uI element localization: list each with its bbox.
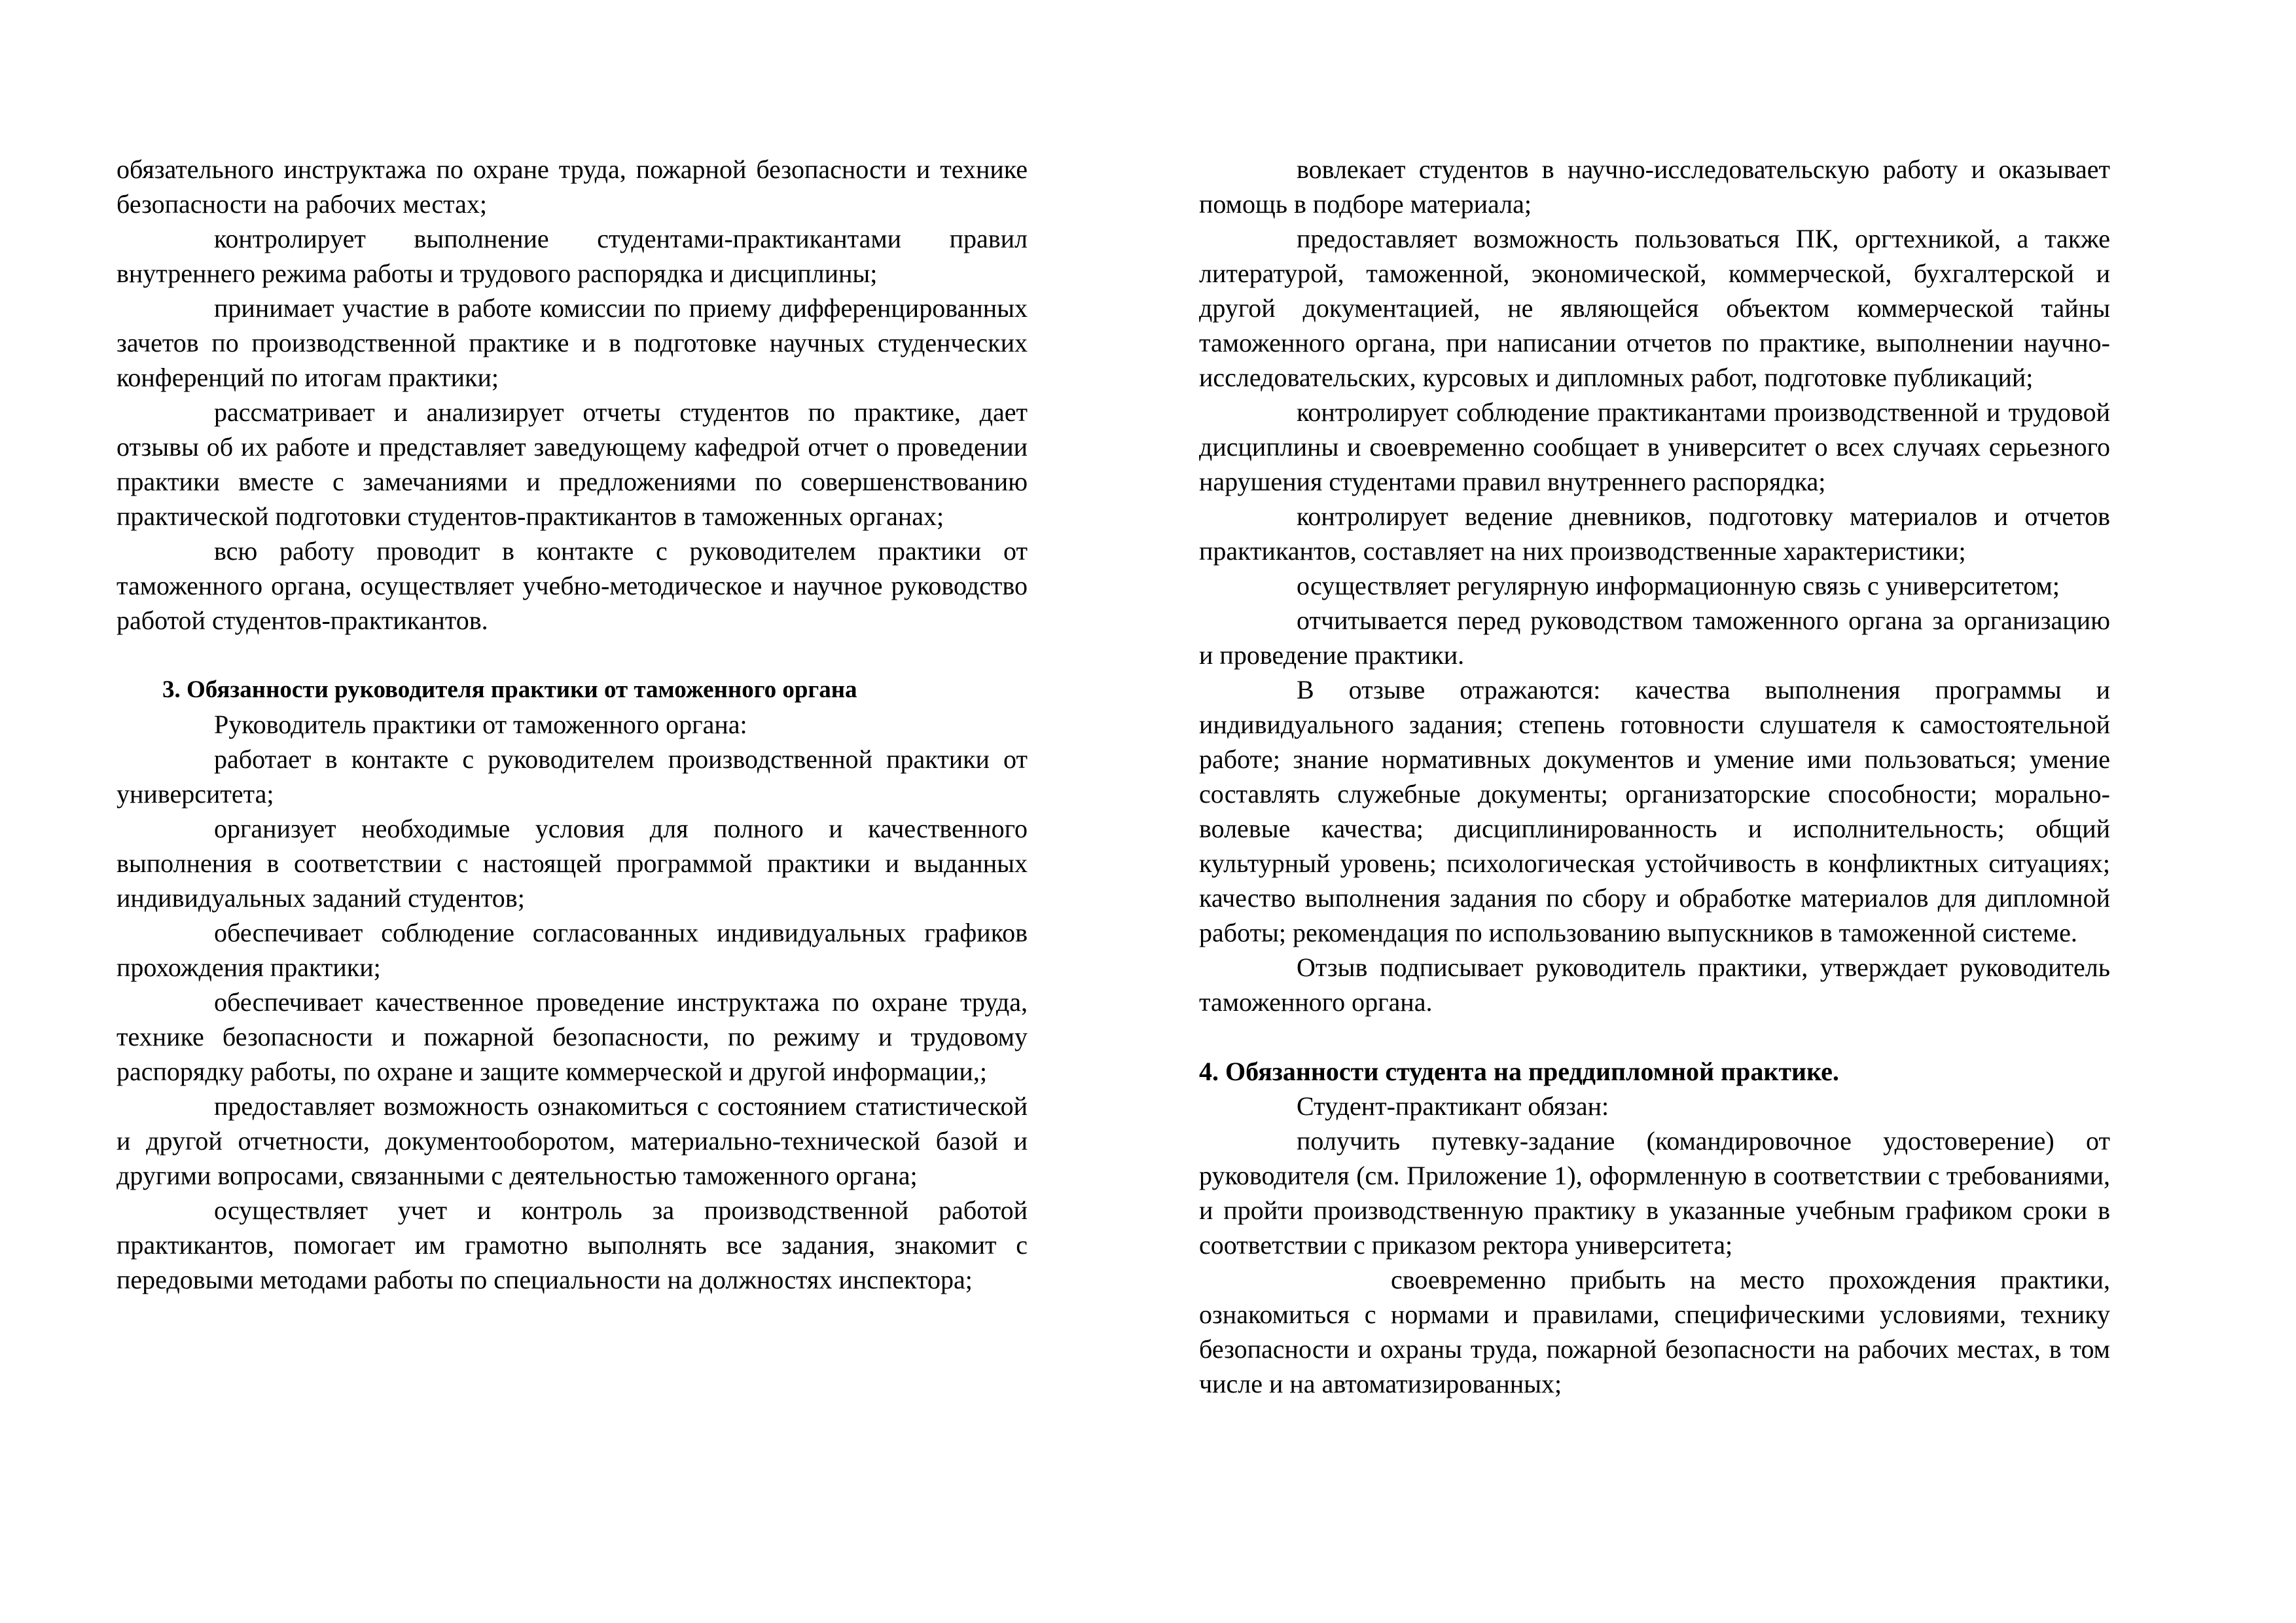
- paragraph: В отзыве отражаются: качества выполнения программы и индивидуального задания; степень готовности слушателя к самостоятельной работе; знание нормативных документов и умение ими пользоваться; умение составлять служебные документы; организаторские способности; морально-волевые качества; дисциплинированность и исполнительность; общий культурный уровень; психологическая устойчивость в конфликтных ситуациях; качество выполнения задания по сбору и обработке материалов для дипломной работы; рекомендация по использованию выпускников в таможенной системе.: [1199, 675, 2110, 947]
- paragraph: предоставляет возможность ознакомиться с состоянием статистической и другой отчетности, документооборотом, материально-технической базой и другими вопросами, связанными с деятельностью таможенного органа;: [117, 1091, 1028, 1190]
- paragraph: контролирует соблюдение практикантами производственной и трудовой дисциплины и своевременно сообщает в университет о всех случаях серьезного нарушения студентами правил внутреннего распорядка;: [1199, 397, 2110, 496]
- paragraph: обеспечивает соблюдение согласованных индивидуальных графиков прохождения практики;: [117, 918, 1028, 982]
- spacer: [117, 638, 1028, 672]
- spacer: [1199, 1019, 2110, 1054]
- paragraph: предоставляет возможность пользоваться ПК, оргтехникой, а также литературой, таможенной, экономической, коммерческой, бухгалтерской и другой документацией, не являющейся объектом коммерческой тайны таможенного органа, при написании отчетов по практике, выполнении научно-исследовательских, курсовых и дипломных работ, подготовке публикаций;: [1199, 224, 2110, 392]
- paragraph: Студент-практикант обязан:: [1297, 1091, 1609, 1121]
- paragraph: обеспечивает качественное проведение инструктажа по охране труда, технике безопасности и пожарной безопасности, по режиму и трудовому распорядку работы, по охране и защите коммерческой и другой информации,;: [117, 987, 1028, 1086]
- right-column: [1199, 152, 2110, 1401]
- paragraph: отчитывается перед руководством таможенного органа за организацию и проведение практики.: [1199, 606, 2110, 670]
- paragraph: Отзыв подписывает руководитель практики, утверждает руководитель таможенного органа.: [1199, 953, 2110, 1017]
- paragraph: принимает участие в работе комиссии по приему дифференцированных зачетов по производственной практике и в подготовке научных студенческих конференций по итогам практики;: [117, 293, 1028, 392]
- paragraph: Руководитель практики от таможенного органа:: [214, 710, 747, 739]
- paragraph: получить путевку-задание (командировочное удостоверение) от руководителя (см. Приложение 1), оформленную в соответствии с требованиями, и пройти производственную практику в указанные учебным графиком сроки в соответствии с приказом ректора университета;: [1199, 1126, 2110, 1260]
- section-3-heading: 3. Обязанности руководителя практики от таможенного органа: [162, 676, 857, 703]
- left-column: [117, 152, 1028, 1297]
- paragraph: вовлекает студентов в научно-исследовательскую работу и оказывает помощь в подборе материала;: [1199, 155, 2110, 219]
- paragraph: работает в контакте с руководителем производственной практики от университета;: [117, 744, 1028, 809]
- paragraph: осуществляет регулярную информационную связь с университетом;: [1297, 571, 2060, 600]
- paragraph: обязательного инструктажа по охране труда, пожарной безопасности и технике безопасности на рабочих местах;: [117, 155, 1028, 219]
- paragraph: своевременно прибыть на место прохождения практики, ознакомиться с нормами и правилами, специфическими условиями, технику безопасности и охраны труда, пожарной безопасности на рабочих местах, в том числе и на автоматизированных;: [1199, 1265, 2110, 1398]
- section-4-heading: 4. Обязанности студента на преддипломной практике.: [1199, 1057, 1839, 1086]
- paragraph: организует необходимые условия для полного и качественного выполнения в соответствии с настоящей программой практики и выданных индивидуальных заданий студентов;: [117, 814, 1028, 913]
- paragraph: контролирует ведение дневников, подготовку материалов и отчетов практикантов, составляет на них производственные характеристики;: [1199, 501, 2110, 566]
- paragraph: всю работу проводит в контакте с руководителем практики от таможенного органа, осуществляет учебно-методическое и научное руководство работой студентов-практикантов.: [117, 536, 1028, 635]
- paragraph: рассматривает и анализирует отчеты студентов по практике, дает отзывы об их работе и представляет заведующему кафедрой отчет о проведении практики вместе с замечаниями и предложениями по совершенствованию практической подготовки студентов-практикантов в таможенных органах;: [117, 397, 1028, 531]
- paragraph: осуществляет учет и контроль за производственной работой практикантов, помогает им грамотно выполнять все задания, знакомит с передовыми методами работы по специальности на должностях инспектора;: [117, 1195, 1028, 1294]
- paragraph: контролирует выполнение студентами-практикантами правил внутреннего режима работы и трудового распорядка и дисциплины;: [117, 224, 1028, 288]
